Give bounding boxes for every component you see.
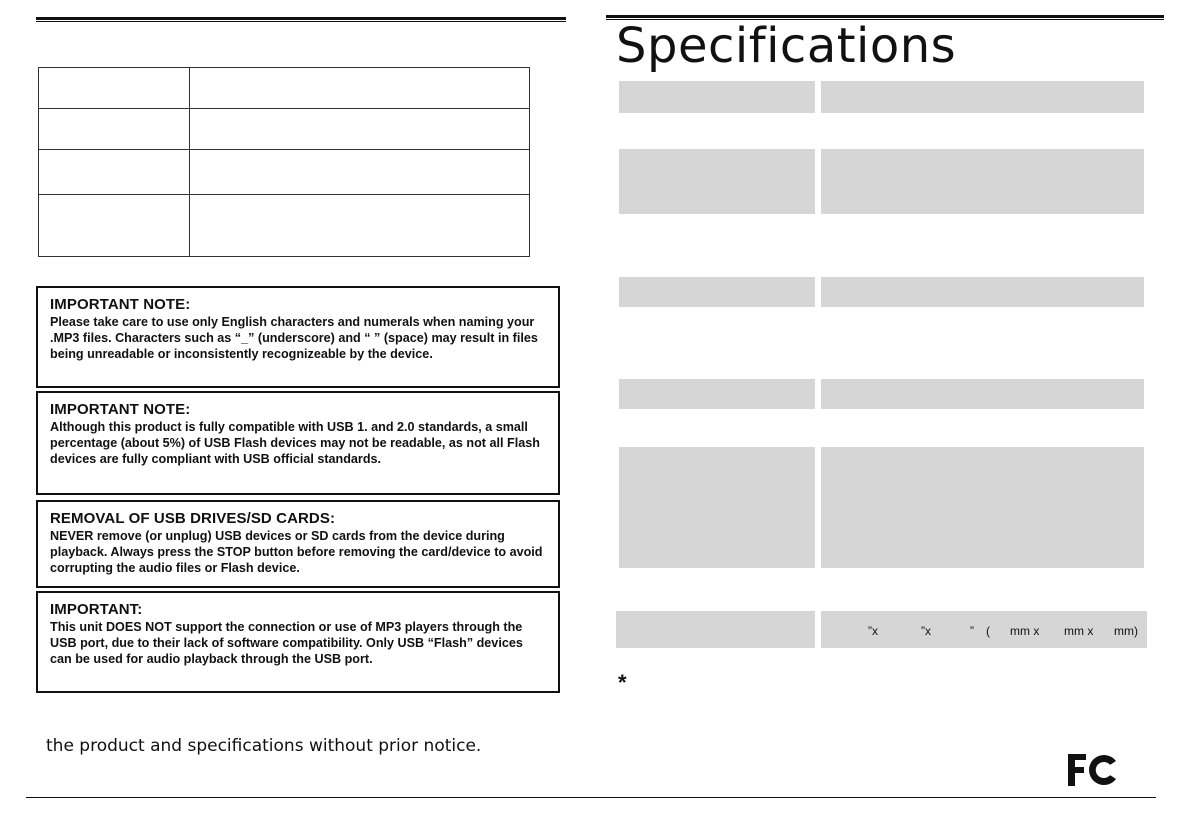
bottom-rule [26, 797, 1156, 798]
spec-label-cell [619, 81, 815, 113]
dimension-mm-3: mm) [1114, 624, 1138, 638]
table-row [39, 68, 529, 109]
spec-value-cell [821, 149, 1144, 214]
dimension-mm-2: mm x [1064, 624, 1094, 638]
specifications-title: Specifications [616, 18, 957, 74]
table-row [39, 109, 529, 150]
left-top-rule-thin [36, 21, 566, 22]
note-body: NEVER remove (or unplug) USB devices or SD cards from the device during playback. Always press the STOP button before removing the card/device to avoid corrupting the audio files or Flash device. [50, 529, 543, 575]
dimension-inch-2: ”x [921, 624, 931, 638]
note-body: Please take care to use only English characters and numerals when naming your .MP3 files. Characters such as “_” (underscore) and “ ” (space) may result in files being unreadable or inconsistently recognizeable by the device. [50, 315, 538, 361]
important-note-filenames [36, 286, 560, 388]
dimension-inch-3: ” [970, 624, 974, 638]
important-mp3-players-note [36, 591, 560, 693]
dimension-paren-open: ( [986, 624, 990, 638]
note-heading: IMPORTANT NOTE: [50, 296, 191, 313]
dimension-mm-1: mm x [1010, 624, 1040, 638]
note-body: This unit DOES NOT support the connection or use of MP3 players through the USB port, due to their lack of software compatibility. Only USB “Flash” devices can be used for audio playback through the USB port. [50, 620, 523, 666]
fcc-logo-icon [1066, 752, 1118, 797]
spec-label-cell [619, 379, 815, 409]
spec-value-cell [821, 379, 1144, 409]
note-body: Although this product is fully compatible with USB 1. and 2.0 standards, a small percentage (about 5%) of USB Flash devices may not be readable, as not all Flash devices are fully compliant with USB official standards. [50, 420, 540, 466]
table-row [39, 150, 529, 195]
spec-value-cell [821, 81, 1144, 113]
spec-label-cell [619, 149, 815, 214]
left-top-rule [36, 17, 566, 20]
note-heading: IMPORTANT NOTE: [50, 401, 191, 418]
note-heading: REMOVAL OF USB DRIVES/SD CARDS: [50, 510, 336, 527]
fcc-logo-graphic [1066, 752, 1118, 788]
important-note-usb-compat [36, 391, 560, 495]
spec-label-cell [619, 277, 815, 307]
spec-value-cell [821, 277, 1144, 307]
spec-label-cell [619, 447, 815, 568]
left-info-table [38, 67, 530, 257]
dimension-inch-1: ”x [868, 624, 878, 638]
spec-label-cell [616, 611, 815, 648]
footnote-asterisk: * [618, 670, 627, 695]
disclaimer-text: the product and specifications without prior notice. [46, 736, 482, 756]
spec-value-cell [821, 447, 1144, 568]
note-heading: IMPORTANT: [50, 601, 143, 618]
removal-note [36, 500, 560, 588]
